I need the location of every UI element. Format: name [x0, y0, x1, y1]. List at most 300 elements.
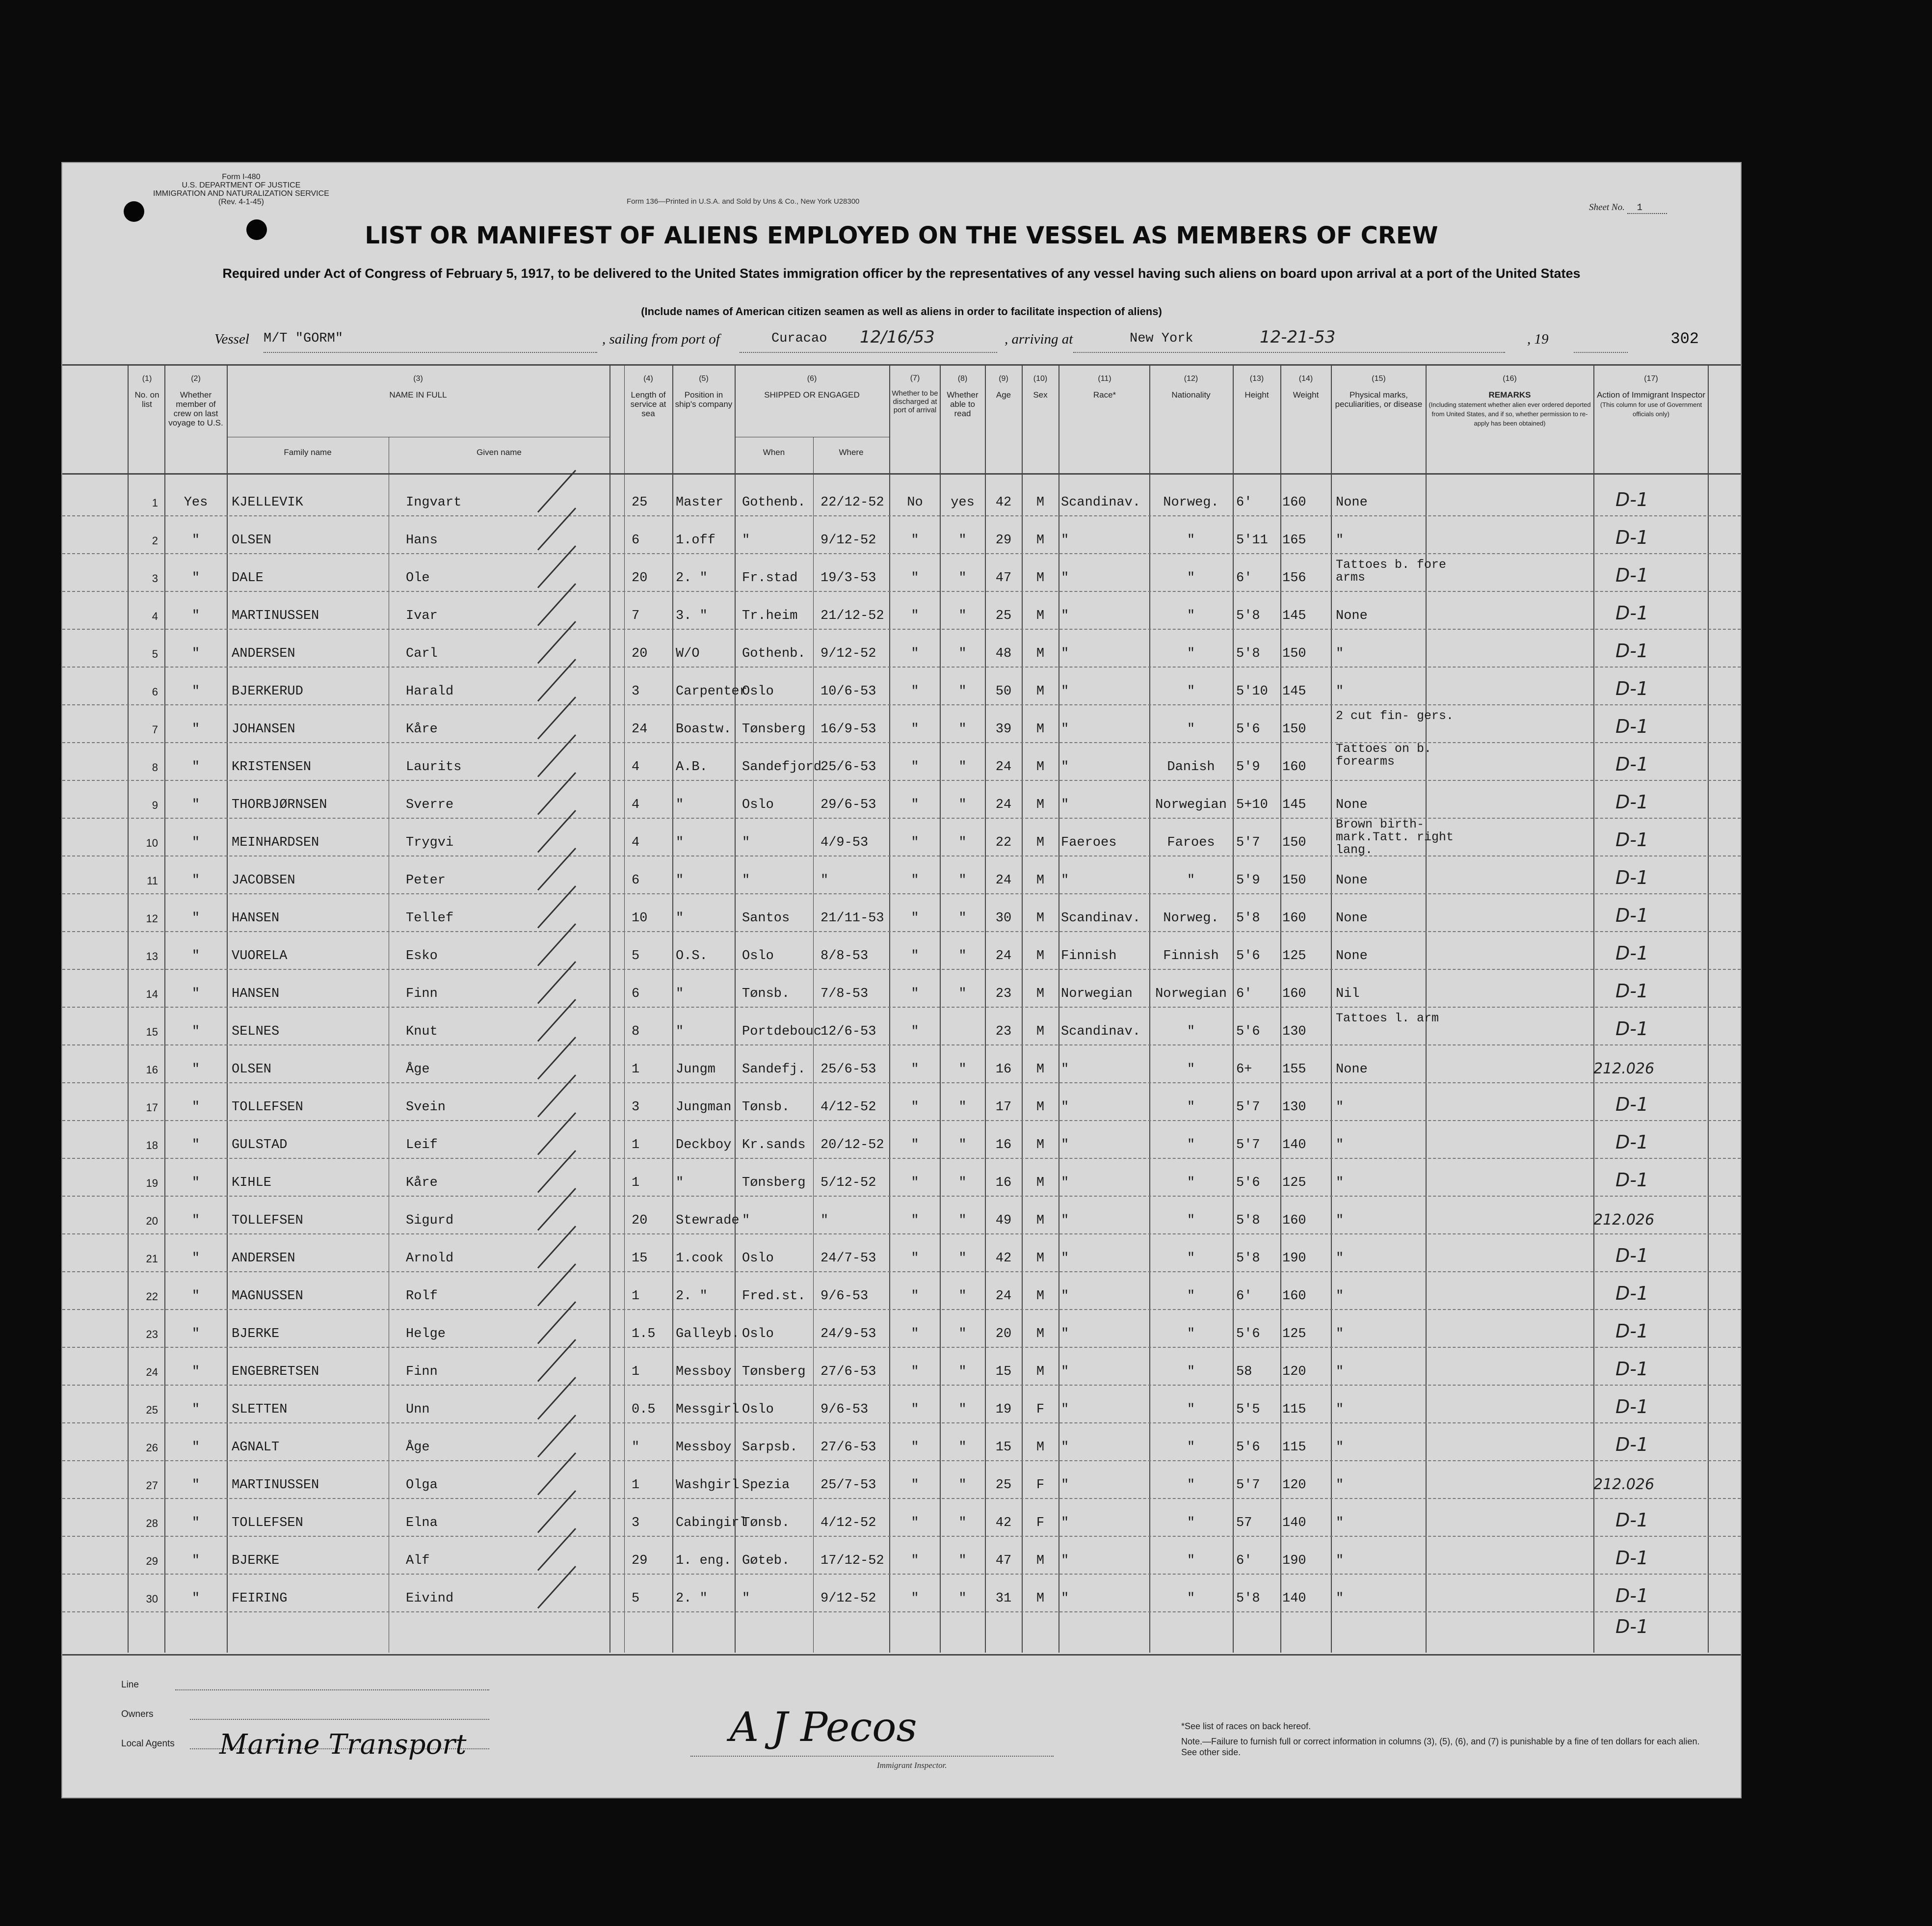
cell-age: 24 [995, 760, 1012, 775]
cell-height: 5'7 [1236, 1478, 1260, 1493]
table-row [62, 856, 1741, 894]
cell-marks: " [1336, 1553, 1344, 1568]
cell-position: " [676, 835, 684, 850]
row-number: 24 [146, 1366, 158, 1378]
row-number: 7 [152, 723, 158, 736]
cell-given: Finn [406, 1364, 438, 1379]
cell-weight: 160 [1282, 1289, 1306, 1304]
header-nationality: (12) Nationality [1171, 374, 1211, 400]
table-row [62, 667, 1741, 705]
cell-nat: " [1187, 1100, 1195, 1115]
cell-family: OLSEN [232, 533, 272, 548]
cell-race: " [1061, 1176, 1069, 1190]
cell-height: 5+10 [1236, 798, 1268, 812]
cell-disch: " [911, 1440, 919, 1455]
cell-when: 9/6-53 [820, 1402, 869, 1417]
cell-age: 47 [995, 571, 1012, 586]
inspector-action: D-1 [1615, 640, 1649, 662]
cell-position: 1. eng. [676, 1553, 732, 1568]
cell-weight: 156 [1282, 571, 1306, 586]
cell-disch: " [911, 722, 919, 737]
cell-height: 5'8 [1236, 1251, 1260, 1266]
cell-prev: " [191, 760, 200, 775]
cell-height: 6' [1236, 495, 1252, 510]
cell-height: 5'9 [1236, 873, 1260, 888]
cell-weight: 115 [1282, 1402, 1306, 1417]
cell-where: Fr.stad [742, 571, 798, 586]
inspector-action: D-1 [1615, 1585, 1649, 1606]
cell-read: yes [951, 495, 975, 510]
cell-prev: " [191, 949, 200, 963]
cell-where: Tønsb. [742, 1516, 790, 1530]
cell-family: FEIRING [232, 1591, 288, 1606]
inspector-action: 212.026 [1593, 1211, 1655, 1229]
cell-given: Harald [406, 684, 454, 699]
cell-race: " [1061, 533, 1069, 548]
owners-field [190, 1719, 489, 1720]
cell-marks: " [1336, 1516, 1344, 1530]
vessel-dotline [264, 352, 597, 353]
inspector-action: D-1 [1615, 527, 1649, 548]
cell-race: " [1061, 1591, 1069, 1606]
header-discharged: (7) Whether to be discharged at port of arrival [892, 374, 938, 414]
inspector-action: D-1 [1615, 1547, 1649, 1569]
row-number: 9 [152, 799, 158, 811]
cell-weight: 150 [1282, 722, 1306, 737]
cell-sex: M [1036, 1289, 1045, 1304]
cell-weight: 140 [1282, 1138, 1306, 1152]
cell-when: 24/9-53 [820, 1327, 876, 1341]
cell-nat: " [1187, 1402, 1195, 1417]
table-row [62, 932, 1741, 970]
row-number: 6 [152, 686, 158, 698]
cell-nat: Faroes [1167, 835, 1215, 850]
cell-race: " [1061, 1289, 1069, 1304]
inspector-action: D-1 [1615, 678, 1649, 699]
cell-prev: " [191, 1516, 200, 1530]
cell-marks: Tattoes b. fore arms [1336, 558, 1447, 585]
page-number: 302 [1670, 330, 1699, 348]
row-number: 22 [146, 1290, 158, 1303]
cell-prev: " [191, 1024, 200, 1039]
cell-position: Boastw. [676, 722, 732, 737]
cell-prev: " [191, 987, 200, 1001]
cell-nat: " [1187, 722, 1195, 737]
cell-marks: " [1336, 1176, 1344, 1190]
cell-prev: " [191, 911, 200, 926]
cell-disch: " [911, 1478, 919, 1493]
cell-prev: " [191, 1591, 200, 1606]
cell-position: Stewrade [676, 1213, 740, 1228]
header-physical-marks: (15) Physical marks, peculiarities, or disease [1335, 374, 1423, 409]
cell-where: Oslo [742, 1251, 774, 1266]
cell-height: 58 [1236, 1364, 1252, 1379]
cell-position: 2. " [676, 571, 708, 586]
cell-prev: " [191, 1176, 200, 1190]
cell-weight: 160 [1282, 760, 1306, 775]
cell-where: Spezia [742, 1478, 790, 1493]
cell-given: Ole [406, 571, 430, 586]
cell-when: 19/3-53 [820, 571, 876, 586]
cell-race: " [1061, 609, 1069, 623]
cell-weight: 130 [1282, 1024, 1306, 1039]
arriving-label: , arriving at [1005, 331, 1073, 347]
cell-read: " [958, 722, 967, 737]
cell-height: 5'9 [1236, 760, 1260, 775]
cell-race: Norwegian [1061, 987, 1133, 1001]
cell-given: Esko [406, 949, 438, 963]
cell-when: " [820, 873, 829, 888]
cell-nat: " [1187, 873, 1195, 888]
cell-position: Messboy [676, 1364, 732, 1379]
cell-family: MAGNUSSEN [232, 1289, 303, 1304]
cell-disch: " [911, 1516, 919, 1530]
cell-read: " [958, 949, 967, 963]
cell-service: 15 [632, 1251, 648, 1266]
cell-disch: " [911, 1553, 919, 1568]
arrival-dotline [1073, 352, 1505, 353]
inspector-action: D-1 [1615, 564, 1649, 586]
cell-read: " [958, 911, 967, 926]
cell-weight: 145 [1282, 798, 1306, 812]
row-number: 26 [146, 1442, 158, 1454]
cell-when: 27/6-53 [820, 1364, 876, 1379]
cell-nat: Norweg. [1163, 495, 1219, 510]
cell-race: " [1061, 760, 1069, 775]
cell-service: 20 [632, 646, 648, 661]
cell-sex: M [1036, 1553, 1045, 1568]
cell-when: 21/11-53 [820, 911, 884, 926]
cell-height: 5'6 [1236, 1024, 1260, 1039]
cell-marks: None [1336, 911, 1368, 926]
cell-disch: " [911, 533, 919, 548]
cell-read: " [958, 1100, 967, 1115]
cell-service: 1 [632, 1138, 640, 1152]
cell-age: 23 [995, 1024, 1012, 1039]
punch-hole [124, 201, 144, 222]
cell-marks: None [1336, 495, 1368, 510]
table-row [62, 818, 1741, 856]
header-sex: (10) Sex [1033, 374, 1048, 400]
inspector-action: D-1 [1615, 867, 1649, 888]
cell-marks: Brown birth- mark.Tatt. right lang. [1336, 817, 1454, 857]
cell-nat: " [1187, 1553, 1195, 1568]
cell-read: " [958, 1062, 967, 1077]
cell-where: Santos [742, 911, 790, 926]
cell-height: 6' [1236, 1553, 1252, 1568]
inspector-action: D-1 [1615, 1509, 1649, 1531]
cell-prev: " [191, 1100, 200, 1115]
cell-age: 23 [995, 987, 1012, 1001]
cell-when: 8/8-53 [820, 949, 869, 963]
cell-when: 16/9-53 [820, 722, 876, 737]
row-number: 12 [146, 912, 158, 925]
cell-prev: " [191, 1251, 200, 1266]
cell-prev: " [191, 533, 200, 548]
cell-nat: " [1187, 1251, 1195, 1266]
cell-service: 25 [632, 495, 648, 510]
cell-race: " [1061, 646, 1069, 661]
row-number: 23 [146, 1328, 158, 1340]
cell-age: 19 [995, 1402, 1012, 1417]
row-number: 3 [152, 572, 158, 585]
cell-race: " [1061, 1440, 1069, 1455]
cell-where: Tønsberg [742, 1176, 806, 1190]
inspector-action-extra: D-1 [1615, 1616, 1649, 1637]
cell-height: 5'7 [1236, 1100, 1260, 1115]
cell-family: ANDERSEN [232, 1251, 295, 1266]
cell-prev: " [191, 571, 200, 586]
cell-given: Åge [406, 1062, 430, 1077]
inspector-action: D-1 [1615, 489, 1649, 510]
cell-given: Sigurd [406, 1213, 454, 1228]
cell-disch: " [911, 949, 919, 963]
table-row [62, 1347, 1741, 1386]
cell-age: 47 [995, 1553, 1012, 1568]
cell-read: " [958, 1440, 967, 1455]
cell-nat: " [1187, 1138, 1195, 1152]
cell-given: Tellef [406, 911, 454, 926]
cell-position: " [676, 987, 684, 1001]
cell-family: KJELLEVIK [232, 495, 303, 510]
cell-height: 57 [1236, 1516, 1252, 1530]
table-row [62, 1234, 1741, 1272]
cell-service: 1.5 [632, 1327, 656, 1341]
table-row [62, 780, 1741, 819]
cell-given: Unn [406, 1402, 430, 1417]
cell-position: Galleyb. [676, 1327, 740, 1341]
cell-read: " [958, 873, 967, 888]
cell-marks: " [1336, 1364, 1344, 1379]
cell-nat: " [1187, 533, 1195, 548]
year-dotline [1574, 352, 1628, 353]
cell-family: HANSEN [232, 987, 280, 1001]
inspector-action: D-1 [1615, 1320, 1649, 1342]
cell-race: " [1061, 1402, 1069, 1417]
cell-sex: M [1036, 1591, 1045, 1606]
inspector-action: D-1 [1615, 791, 1649, 813]
cell-height: 5'6 [1236, 949, 1260, 963]
cell-sex: M [1036, 1364, 1045, 1379]
cell-race: " [1061, 1516, 1069, 1530]
cell-given: Svein [406, 1100, 446, 1115]
cell-when: 25/7-53 [820, 1478, 876, 1493]
cell-disch: " [911, 760, 919, 775]
header-race: (11) Race* [1093, 374, 1116, 400]
cell-height: 5'7 [1236, 1138, 1260, 1152]
cell-when: 24/7-53 [820, 1251, 876, 1266]
cell-weight: 160 [1282, 495, 1306, 510]
year-label: , 19 [1527, 331, 1549, 347]
cell-service: 20 [632, 1213, 648, 1228]
cell-age: 16 [995, 1138, 1012, 1152]
crew-table [62, 364, 1741, 1653]
cell-position: Jungm [676, 1062, 716, 1077]
cell-nat: " [1187, 609, 1195, 623]
cell-marks: " [1336, 1138, 1344, 1152]
cell-height: 6' [1236, 987, 1252, 1001]
cell-prev: " [191, 1440, 200, 1455]
page-title: LIST OR MANIFEST OF ALIENS EMPLOYED ON THE VESSEL AS MEMBERS OF CREW [365, 222, 1438, 249]
header-family-name: Family name [284, 448, 332, 457]
cell-when: 9/12-52 [820, 646, 876, 661]
page-subnote: (Include names of American citizen seamen as well as aliens in order to facilitate inspection of aliens) [641, 305, 1162, 318]
cell-nat: Finnish [1163, 949, 1219, 963]
cell-age: 42 [995, 495, 1012, 510]
cell-when: 7/8-53 [820, 987, 869, 1001]
row-number: 11 [147, 875, 158, 887]
cell-prev: " [191, 1327, 200, 1341]
cell-height: 5'6 [1236, 1176, 1260, 1190]
cell-nat: " [1187, 1213, 1195, 1228]
cell-read: " [958, 1516, 967, 1530]
cell-disch: " [911, 1327, 919, 1341]
cell-service: 7 [632, 609, 640, 623]
cell-disch: " [911, 646, 919, 661]
cell-disch: " [911, 1100, 919, 1115]
cell-given: Peter [406, 873, 446, 888]
table-row [62, 1310, 1741, 1348]
row-number: 16 [146, 1064, 158, 1076]
table-row [62, 554, 1741, 592]
cell-family: MARTINUSSEN [232, 1478, 319, 1493]
cell-sex: M [1036, 646, 1045, 661]
penalty-note: Note.—Failure to furnish full or correct information in columns (3), (5), (6), and (7) is punishable by a fine of ten dollars for each alien. See other side. [1181, 1737, 1700, 1757]
table-row [62, 743, 1741, 781]
cell-age: 42 [995, 1251, 1012, 1266]
cell-position: " [676, 1024, 684, 1039]
cell-where: Tønsberg [742, 1364, 806, 1379]
cell-where: Gøteb. [742, 1553, 790, 1568]
cell-marks: " [1336, 1591, 1344, 1606]
date-to: 12-21-53 [1260, 327, 1336, 347]
cell-sex: M [1036, 1213, 1045, 1228]
cell-family: JOHANSEN [232, 722, 295, 737]
cell-sex: M [1036, 1024, 1045, 1039]
cell-nat: " [1187, 1289, 1195, 1304]
cell-weight: 160 [1282, 1213, 1306, 1228]
cell-service: 1 [632, 1289, 640, 1304]
table-row [62, 894, 1741, 932]
cell-disch: " [911, 609, 919, 623]
cell-sex: F [1036, 1516, 1045, 1530]
cell-nat: " [1187, 1062, 1195, 1077]
table-row [62, 1423, 1741, 1461]
cell-height: 5'6 [1236, 722, 1260, 737]
row-number: 10 [146, 837, 158, 849]
cell-read: " [958, 609, 967, 623]
row-number: 13 [146, 950, 158, 963]
cell-marks: " [1336, 1478, 1344, 1493]
agents-label: Local Agents [121, 1739, 175, 1749]
row-number: 2 [152, 535, 158, 547]
inspector-action: D-1 [1615, 1358, 1649, 1380]
cell-prev: " [191, 1138, 200, 1152]
cell-weight: 140 [1282, 1591, 1306, 1606]
cell-read: " [958, 1402, 967, 1417]
cell-height: 6+ [1236, 1062, 1252, 1077]
cell-race: " [1061, 1251, 1069, 1266]
cell-sex: M [1036, 873, 1045, 888]
cell-age: 48 [995, 646, 1012, 661]
cell-position: 2. " [676, 1289, 708, 1304]
cell-position: 2. " [676, 1591, 708, 1606]
cell-nat: " [1187, 1364, 1195, 1379]
table-row [62, 1498, 1741, 1537]
cell-when: 12/6-53 [820, 1024, 876, 1039]
cell-position: Cabingirl [676, 1516, 747, 1530]
cell-age: 49 [995, 1213, 1012, 1228]
cell-nat: " [1187, 1440, 1195, 1455]
cell-prev: " [191, 1402, 200, 1417]
cell-where: Sarpsb. [742, 1440, 798, 1455]
inspector-action: D-1 [1615, 980, 1649, 1002]
cell-read: " [958, 987, 967, 1001]
inspector-action: D-1 [1615, 1245, 1649, 1266]
cell-disch: " [911, 798, 919, 812]
header-shipped: (6) SHIPPED OR ENGAGED [764, 374, 860, 400]
cell-given: Kåre [406, 1176, 438, 1190]
header-prev-voyage: (2) Whether member of crew on last voyage to U.S. [168, 374, 223, 428]
cell-marks: " [1336, 646, 1344, 661]
cell-where: " [742, 533, 750, 548]
header-age: (9) Age [996, 374, 1011, 400]
cell-when: 25/6-53 [820, 760, 876, 775]
cell-position: Carpenter [676, 684, 747, 699]
local-agents-value: Marine Transport [219, 1729, 467, 1761]
cell-service: 3 [632, 1100, 640, 1115]
cell-service: 24 [632, 722, 648, 737]
cell-where: Oslo [742, 1327, 774, 1341]
cell-age: 39 [995, 722, 1012, 737]
cell-age: 22 [995, 835, 1012, 850]
inspector-signature: A J Pecos [730, 1704, 917, 1751]
cell-position: Washgirl [676, 1478, 740, 1493]
cell-marks: 2 cut fin- gers. [1336, 709, 1454, 723]
cell-marks: " [1336, 1289, 1344, 1304]
form-identifier: Form I-480 U.S. DEPARTMENT OF JUSTICE IMMIGRATION AND NATURALIZATION SERVICE (Rev. 4-1-45) [153, 173, 329, 206]
cell-service: 3 [632, 684, 640, 699]
cell-when: 29/6-53 [820, 798, 876, 812]
cell-disch: " [911, 1289, 919, 1304]
cell-race: " [1061, 1213, 1069, 1228]
cell-family: DALE [232, 571, 264, 586]
sailing-label: , sailing from port of [602, 331, 720, 347]
table-row [62, 969, 1741, 1008]
cell-position: Messboy [676, 1440, 732, 1455]
cell-age: 31 [995, 1591, 1012, 1606]
cell-sex: M [1036, 571, 1045, 586]
cell-when: 5/12-52 [820, 1176, 876, 1190]
printer-imprint: Form 136—Printed in U.S.A. and Sold by Uns & Co., New York U28300 [627, 197, 860, 206]
cell-age: 24 [995, 873, 1012, 888]
cell-weight: 155 [1282, 1062, 1306, 1077]
cell-nat: Norwegian [1155, 987, 1227, 1001]
cell-race: " [1061, 1327, 1069, 1341]
cell-disch: " [911, 873, 919, 888]
cell-read: " [958, 646, 967, 661]
cell-given: Ingvart [406, 495, 462, 510]
check-mark [537, 470, 579, 515]
cell-read: " [958, 1591, 967, 1606]
inspector-action: D-1 [1615, 905, 1649, 926]
header-position: (5) Position in ship's company [675, 374, 733, 409]
cell-weight: 190 [1282, 1553, 1306, 1568]
cell-sex: M [1036, 987, 1045, 1001]
row-number: 30 [146, 1593, 158, 1605]
cell-service: 6 [632, 987, 640, 1001]
cell-nat: " [1187, 1024, 1195, 1039]
